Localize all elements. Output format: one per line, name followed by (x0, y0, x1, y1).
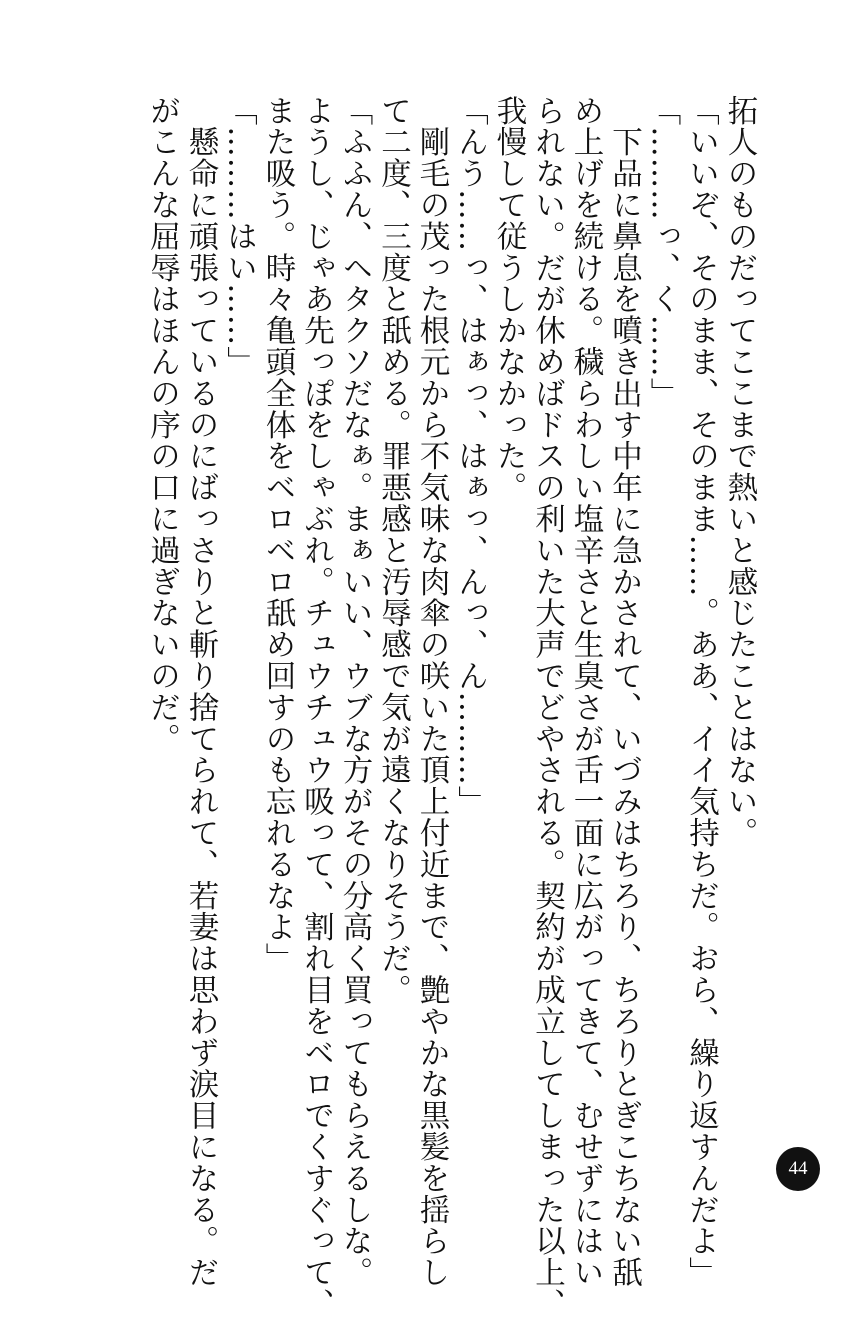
text-line: て二度、三度と舐める。罪悪感と汚辱感で気が遠くなりそうだ。 (375, 95, 411, 1006)
text-line: 懸命に頑張っているのにばっさりと斬り捨てられて、若妻は思わず涙目になる。だ (183, 95, 218, 1289)
text-line: め上げを続ける。穢らわしい塩辛さと生臭さが舌一面に広がってきて、むせずにはい (568, 95, 603, 1289)
page-number-badge: 44 (776, 1147, 820, 1191)
text-line: 「んう……っ、はぁっ、はぁっ、んっ、ん………」 (452, 95, 488, 818)
body-text (142, 95, 758, 1320)
text-line: また吸う。時々亀頭全体をベロベロ舐め回すのも忘れるなよ」 (260, 95, 295, 975)
text-line: 「いいぞ、そのまま、そのまま……。ああ、イイ気持ちだ。おら、繰り返すんだよ」 (683, 95, 719, 1289)
text-line: 「………っ、く……」 (645, 95, 680, 409)
text-line: 剛毛の茂った根元から不気味な肉傘の咲いた頂上付近まで、艶やかな黒髪を揺らし (414, 95, 449, 1289)
text-line: 拓人のものだってここまで熱いと感じたことはない。 (722, 95, 757, 849)
text-line: ようし、じゃあ先っぽをしゃぶれ。チュウチュウ吸って、割れ目をベロでくすぐって、 (298, 95, 334, 1320)
text-line: がこんな屈辱はほんの序の口に過ぎないのだ。 (144, 95, 180, 755)
text-line: 我慢して従うしかなかった。 (491, 95, 526, 504)
text-line: られない。だが休めばドスの利いた大声でどやされる。契約が成立してしまった以上、 (529, 95, 565, 1320)
text-line: 「………はい……」 (221, 95, 257, 378)
text-line: 下品に鼻息を噴き出す中年に急かされて、いづみはちろり、ちろりとぎこちない舐 (606, 95, 642, 1289)
text-line: 「ふふん、ヘタクソだなぁ。まぁいい、ウブな方がその分高く買ってもらえるしな。 (337, 95, 372, 1289)
